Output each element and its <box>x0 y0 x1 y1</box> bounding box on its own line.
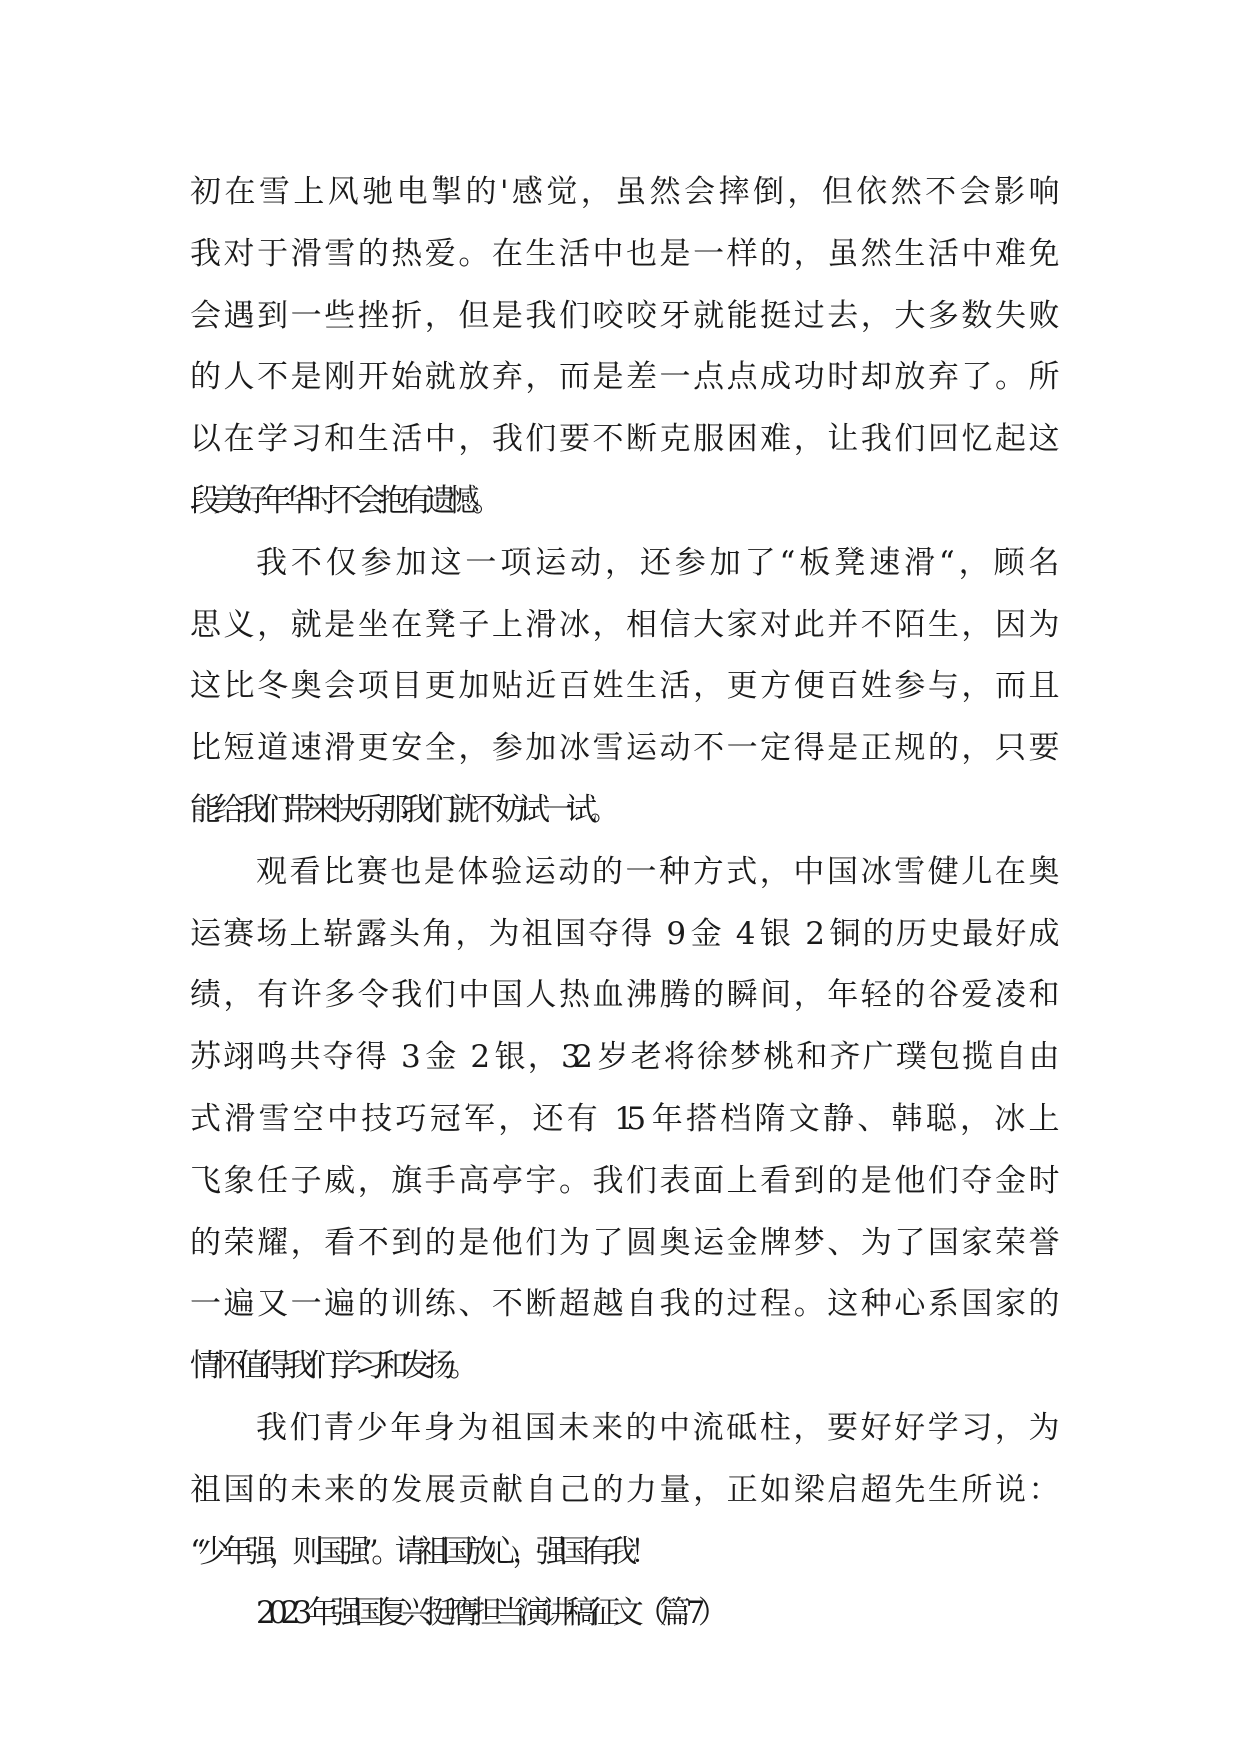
text-line: 能给我们带来快乐那我们就不妨试一试。 <box>190 791 613 828</box>
text-line: 情怀值得我们学习和发扬。 <box>190 1348 472 1385</box>
text-line: 飞象任子威，旗手高亭宇。我们表面上看到的是他们夺金时 <box>190 1162 1052 1199</box>
document-body <box>190 162 1052 1645</box>
section-heading <box>190 1583 1052 1645</box>
heading-line: 2023 年强国复兴挺膺担当演讲稿征文（篇 7） <box>256 1595 722 1632</box>
text-line: 段美好年华时不会抱有遗憾。 <box>190 482 496 519</box>
text-line: 我对于滑雪的热爱。在生活中也是一样的，虽然生活中难免 <box>190 235 1052 272</box>
text-line: 祖国的未来的发展贡献自己的力量，正如梁启超先生所说： <box>190 1471 1052 1508</box>
text-line: 一遍又一遍的训练、不断超越自我的过程。这种心系国家的 <box>190 1286 1052 1323</box>
text-line: 这比冬奥会项目更加贴近百姓生活，更方便百姓参与，而且 <box>190 668 1052 705</box>
text-line: “少年强，则国强”。请祖国放心，强国有我！ <box>190 1533 654 1570</box>
text-line: 运赛场上崭露头角，为祖国夺得 9 金 4 银 2 铜的历史最好成 <box>190 915 1052 952</box>
text-line: 我们青少年身为祖国未来的中流砥柱，要好好学习，为 <box>256 1409 1052 1446</box>
text-line: 初在雪上风驰电掣的'感觉，虽然会摔倒，但依然不会影响 <box>190 174 1052 210</box>
text-line: 苏翊鸣共夺得 3 金 2 银，32 岁老将徐梦桃和齐广璞包揽自由 <box>190 1039 1052 1076</box>
text-line: 的荣耀，看不到的是他们为了圆奥运金牌梦、为了国家荣誉 <box>190 1224 1052 1261</box>
text-line: 思义，就是坐在凳子上滑冰，相信大家对此并不陌生，因为 <box>190 606 1052 643</box>
text-line: 观看比赛也是体验运动的一种方式，中国冰雪健儿在奥 <box>256 853 1052 890</box>
text-line: 会遇到一些挫折，但是我们咬咬牙就能挺过去，大多数失败 <box>190 297 1052 334</box>
text-line: 比短道速滑更安全，参加冰雪运动不一定得是正规的，只要 <box>190 730 1052 767</box>
text-line: 以在学习和生活中，我们要不断克服困难，让我们回忆起这 <box>190 421 1052 458</box>
text-line: 绩，有许多令我们中国人热血沸腾的瞬间，年轻的谷爱凌和 <box>190 977 1052 1014</box>
text-line: 的人不是刚开始就放弃，而是差一点点成功时却放弃了。所 <box>190 359 1052 396</box>
paragraph-4 <box>190 1398 1052 1583</box>
paragraph-2 <box>190 533 1052 842</box>
paragraph-1 <box>190 162 1052 533</box>
text-line: 我不仅参加这一项运动，还参加了“板凳速滑“，顾名 <box>256 544 1052 581</box>
text-line: 式滑雪空中技巧冠军，还有 15 年搭档隋文静、韩聪，冰上 <box>190 1100 1052 1137</box>
paragraph-3 <box>190 842 1052 1398</box>
